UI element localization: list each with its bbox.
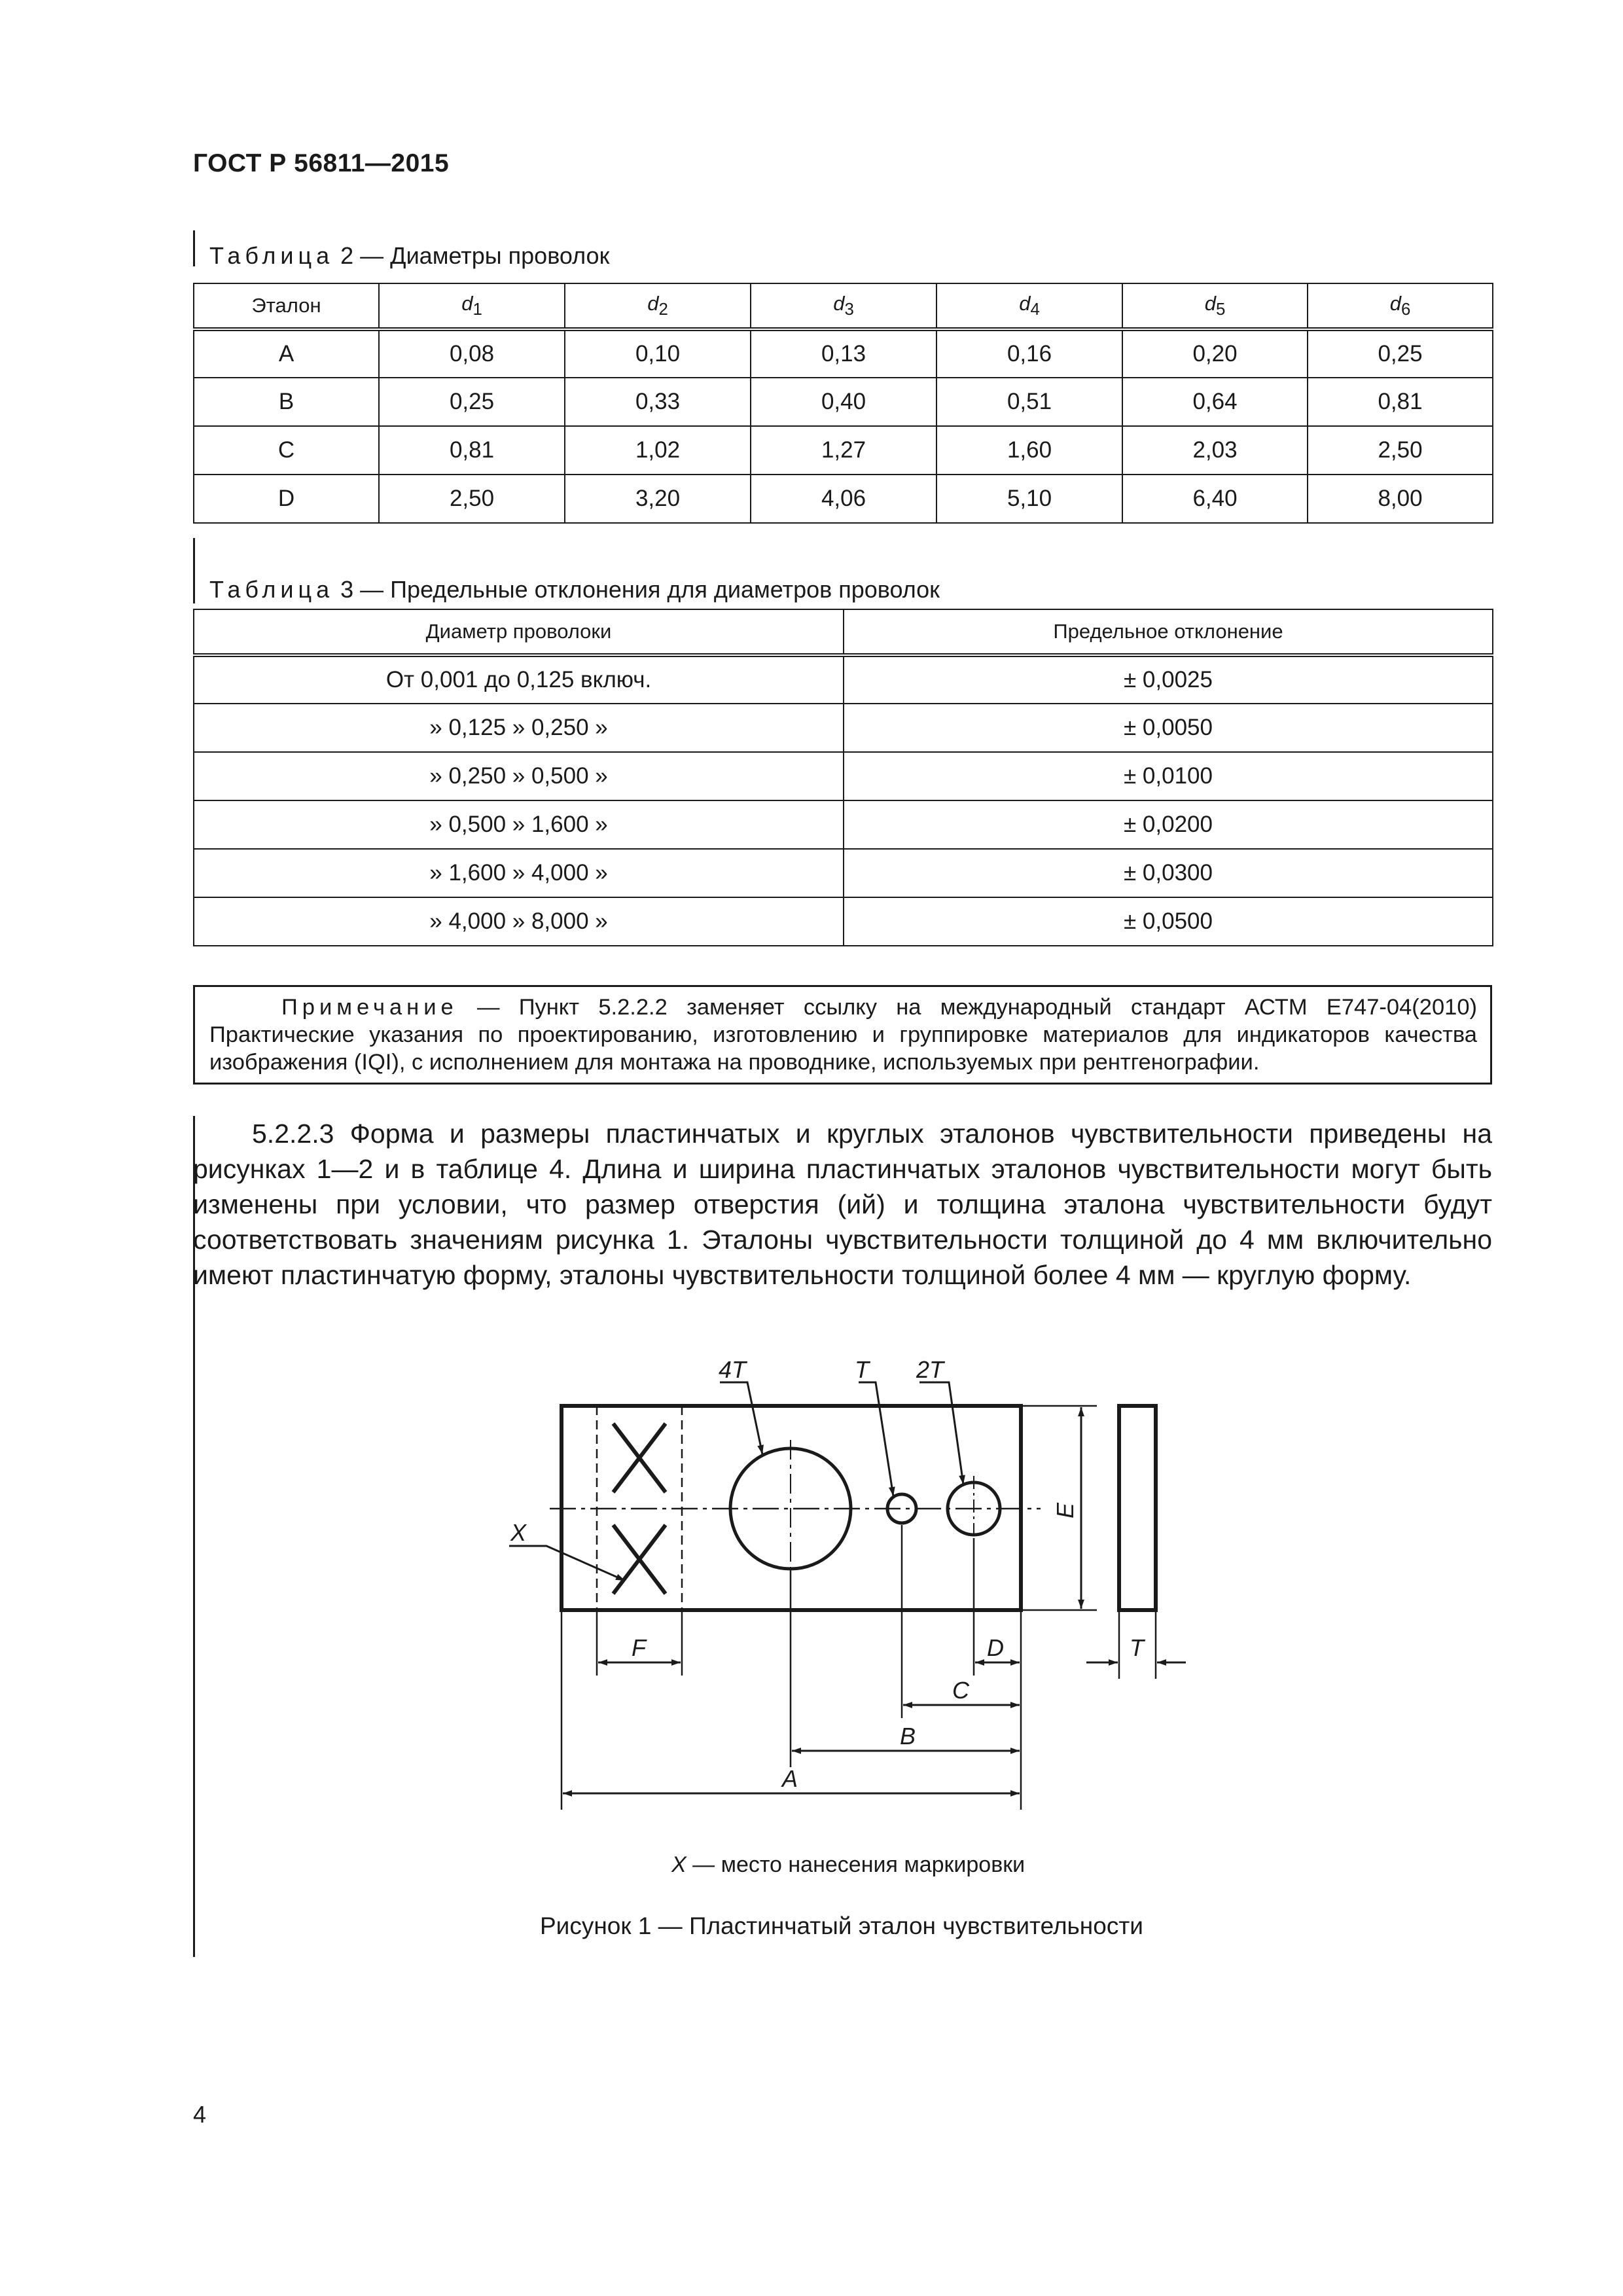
- table-row: » 0,125 » 0,250 » ± 0,0050: [194, 704, 1493, 752]
- table2-caption: Таблица 2 — Диаметры проволок: [209, 242, 610, 269]
- label-t-thickness: T: [1130, 1634, 1144, 1661]
- label-x: X: [510, 1519, 527, 1546]
- col-header-d5: $d_5$: [1122, 283, 1308, 329]
- note-text: — Пункт 5.2.2.2 заменяет ссылку на международный стандарт АСТМ Е747-04(2010) Практические указания по проектированию, изготовлению и группировке материалов для индикаторов качества изображения (IQI), с исполнением для монтажа на проводнике, используемых при рентгенографии.: [209, 995, 1477, 1075]
- col-header-d4: $d_4$: [936, 283, 1122, 329]
- label-b: B: [900, 1723, 916, 1749]
- label-4t: 4T: [719, 1356, 747, 1383]
- label-a: A: [782, 1765, 798, 1792]
- figure-legend: X — место нанесения маркировки: [671, 1852, 1026, 1877]
- paragraph-text: 5.2.2.3 Форма и размеры пластинчатых и круглых эталонов чувствительности приведены на рисунках 1—2 и в таблице 4. Длина и ширина пластинчатых эталонов чувствительности могут быть изменены при условии, что размер отверстия (ий) и толщина эталона чувствительности будут соответствовать значениям рисунка 1. Эталоны чувствительности толщиной до 4 мм включительно имеют пластинчатую форму, эталоны чувствительности толщиной более 4 мм — круглую форму.: [193, 1119, 1492, 1290]
- document-header: ГОСТ Р 56811—2015: [193, 149, 450, 177]
- col-header-tolerance: Предельное отклонение: [844, 609, 1493, 655]
- table-row: A 0,08 0,10 0,13 0,16 0,20 0,25: [194, 329, 1493, 378]
- col-header-etalon: Эталон: [194, 283, 379, 329]
- col-header-d3: $d_3$: [751, 283, 936, 329]
- label-2t: 2T: [916, 1356, 944, 1383]
- table-row: » 0,500 » 1,600 » ± 0,0200: [194, 800, 1493, 849]
- table3-caption: Таблица 3 — Предельные отклонения для диаметров проволок: [209, 576, 940, 603]
- note-label: Примечание: [281, 995, 458, 1020]
- page-number: 4: [193, 2101, 207, 2128]
- label-f: F: [632, 1634, 646, 1661]
- label-t: T: [855, 1356, 869, 1383]
- table-row: D 2,50 3,20 4,06 5,10 6,40 8,00: [194, 475, 1493, 523]
- label-c: C: [952, 1677, 969, 1704]
- table-row: » 0,250 » 0,500 » ± 0,0100: [194, 752, 1493, 800]
- table-row: C 0,81 1,02 1,27 1,60 2,03 2,50: [194, 426, 1493, 475]
- label-e: E: [1052, 1502, 1079, 1518]
- plate-side-view: [1119, 1406, 1156, 1610]
- table-row: От 0,001 до 0,125 включ. ± 0,0025: [194, 655, 1493, 704]
- table-row: » 1,600 » 4,000 » ± 0,0300: [194, 849, 1493, 897]
- figure-caption: Рисунок 1 — Пластинчатый эталон чувствительности: [540, 1912, 1143, 1939]
- col-header-d6: $d_6$: [1308, 283, 1493, 329]
- table-row: B 0,25 0,33 0,40 0,51 0,64 0,81: [194, 378, 1493, 426]
- col-header-d1: $d_1$: [379, 283, 565, 329]
- label-d: D: [987, 1634, 1004, 1661]
- col-header-d2: $d_2$: [565, 283, 751, 329]
- col-header-diameter: Диаметр проволоки: [194, 609, 844, 655]
- table-row: » 4,000 » 8,000 » ± 0,0500: [194, 897, 1493, 946]
